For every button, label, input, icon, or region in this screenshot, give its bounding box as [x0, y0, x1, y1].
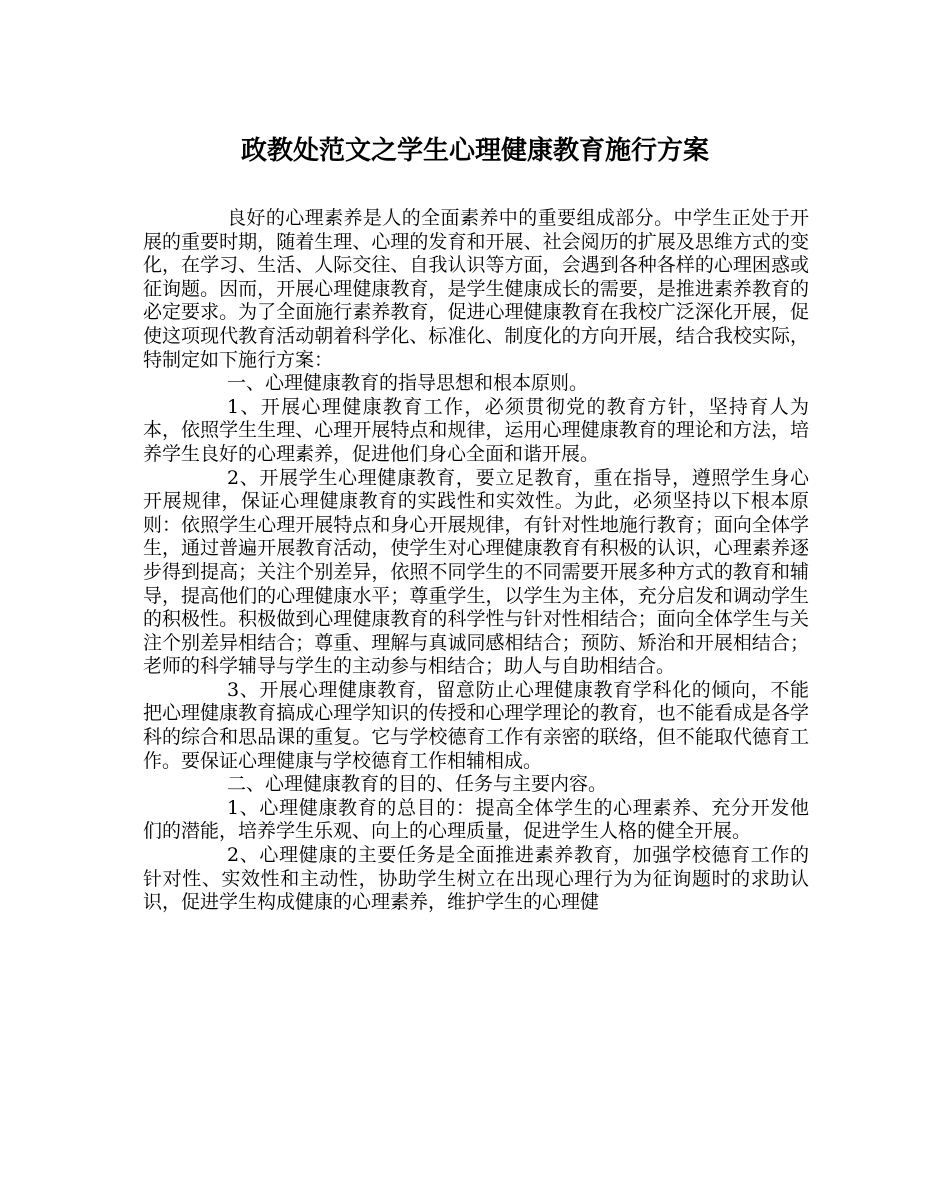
paragraph-intro: 良好的心理素养是人的全面素养中的重要组成部分。中学生正处于开展的重要时期，随着生理、心理的发育和开展、社会阅历的扩展及思维方式的变化，在学习、生活、人际交往、自我认识等方面，会遇到各种各样的心理困惑或征询题。因而，开展心理健康教育，是学生健康成长的需要，是推进素养教育的必定要求。为了全面施行素养教育，促进心理健康教育在我校广泛深化开展，促使这项现代教育活动朝着科学化、标准化、制度化的方向开展，结合我校实际，特制定如下施行方案： [143, 207, 809, 371]
document-body [143, 207, 809, 915]
paragraph-2-1: 1、心理健康教育的总目的：提高全体学生的心理素养、充分开发他们的潜能，培养学生乐观、向上的心理质量，促进学生人格的健全开展。 [143, 796, 809, 843]
heading-section-2: 二、心理健康教育的目的、任务与主要内容。 [227, 773, 608, 796]
paragraph-2-2: 2、心理健康的主要任务是全面推进素养教育，加强学校德育工作的针对性、实效性和主动性，协助学生树立在出现心理行为为征询题时的求助认识，促进学生构成健康的心理素养，维护学生的心理健 [143, 844, 809, 914]
paragraph-1-3: 3、开展心理健康教育，留意防止心理健康教育学科化的倾向，不能把心理健康教育搞成心理学知识的传授和心理学理论的教育，也不能看成是各学科的综合和思品课的重复。它与学校德育工作有亲密的联络，但不能取代德育工作。要保证心理健康与学校德育工作相辅相成。 [143, 678, 809, 772]
paragraph-1-2: 2、开展学生心理健康教育，要立足教育，重在指导，遵照学生身心开展规律，保证心理健康教育的实践性和实效性。为此，必须坚持以下根本原则：依照学生心理开展特点和身心开展规律，有针对性地施行教育；面向全体学生，通过普遍开展教育活动，使学生对心理健康教育有积极的认识，心理素养逐步得到提高；关注个别差异，依照不同学生的不同需要开展多种方式的教育和辅导，提高他们的心理健康水平；尊重学生，以学生为主体，充分启发和调动学生的积极性。积极做到心理健康教育的科学性与针对性相结合；面向全体学生与关注个别差异相结合；尊重、理解与真诚同感相结合；预防、矫治和开展相结合；老师的科学辅导与学生的主动参与相结合；助人与自助相结合。 [143, 466, 809, 678]
heading-section-1: 一、心理健康教育的指导思想和根本原则。 [227, 372, 589, 395]
document-title: 政教处范文之学生心理健康教育施行方案 [240, 136, 709, 166]
paragraph-1-1: 1、开展心理健康教育工作，必须贯彻党的教育方针，坚持育人为本，依照学生生理、心理开展特点和规律，运用心理健康教育的理论和方法，培养学生良好的心理素养，促进他们身心全面和谐开展。 [143, 395, 809, 465]
